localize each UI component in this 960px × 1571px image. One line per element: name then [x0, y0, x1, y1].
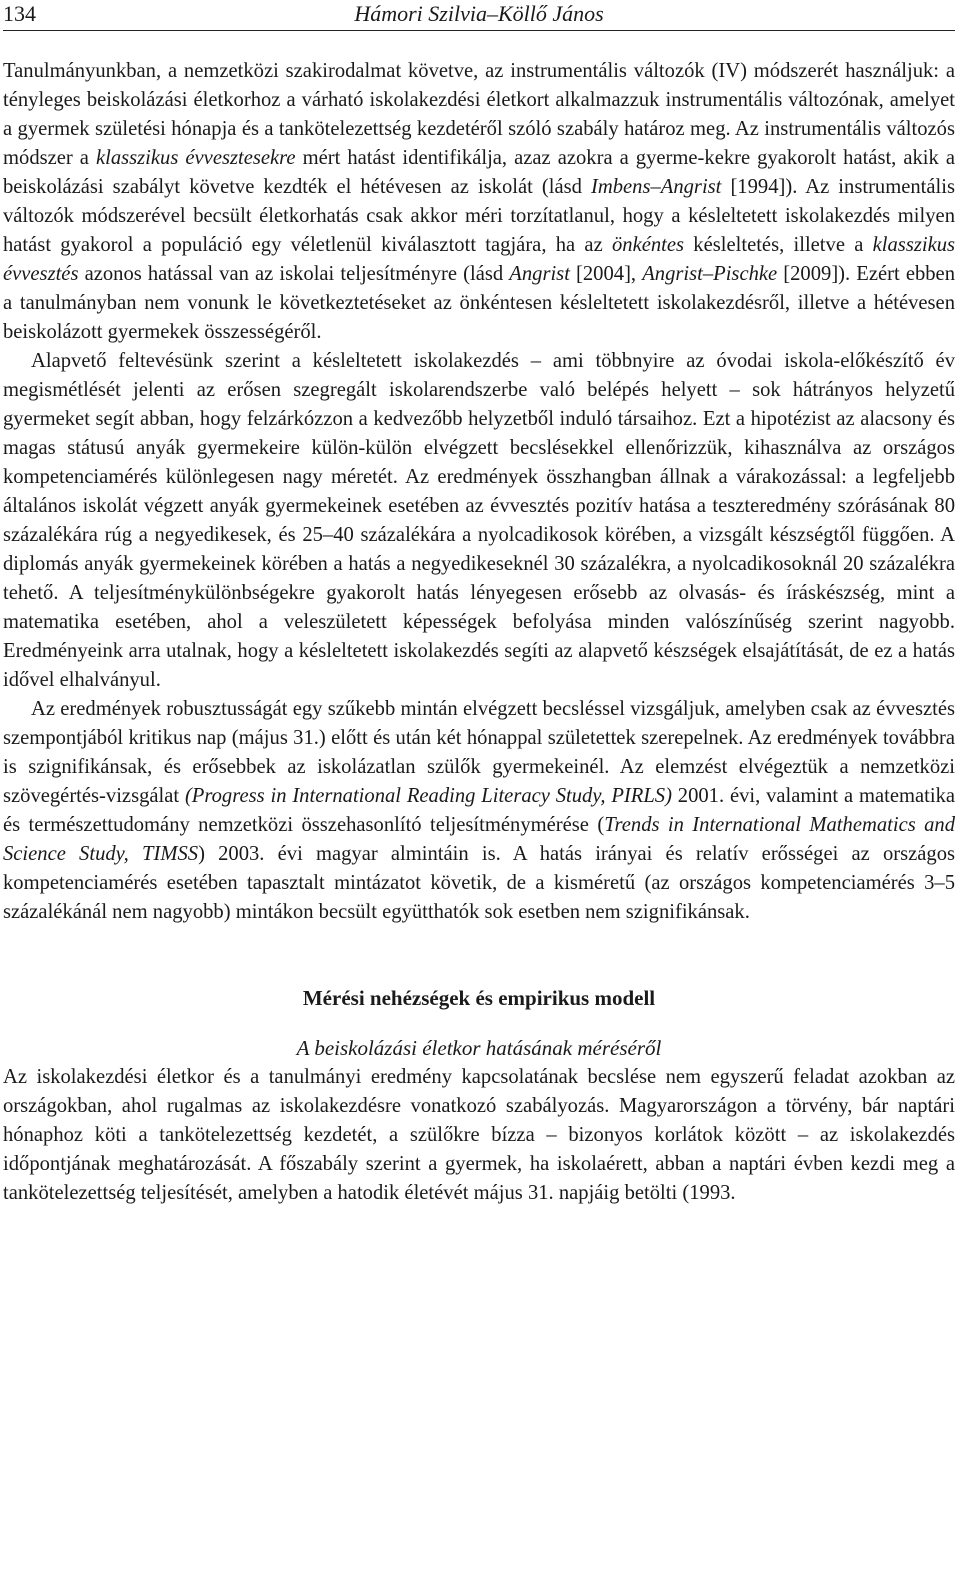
italic-run: klasszikus évvesztesekre	[95, 147, 296, 169]
text-run: késleltetés, illetve a	[684, 234, 873, 256]
italic-run: Trends in International Mathematics and Science Study, TIMSS	[3, 814, 955, 865]
text-run: [2009]). Ezért ebben a tanulmányban nem vonunk le következtetéseket az önkéntesen késleltetett iskolakezdésről, illetve a hétévesen beiskolázott gyermekek összességéről.	[3, 263, 955, 343]
text-run: [2004],	[569, 263, 643, 285]
paragraph	[3, 57, 955, 347]
page-number: 134	[3, 1, 36, 26]
italic-run: Angrist–Pischke	[642, 263, 778, 285]
text-run: [1994]). Az instrumentális változók módszerével becsült életkorhatás csak akkor méri torzítatlanul, hogy a késleltetett iskolakezdés milyen hatást gyakorol a populáció egy véletlenül kiválasztott tagjára, ha az	[3, 176, 955, 256]
italic-run: önkéntes	[611, 234, 685, 256]
body-text	[3, 57, 955, 1208]
running-head-authors: Hámori Szilvia–Köllő János	[354, 1, 604, 26]
paragraph	[3, 347, 955, 695]
text-run: ) 2003. évi magyar almintáin is. A hatás irányai és relatív erősségei az országos kompetenciamérés esetében tapasztalt mintázatot követik, de a kisméretű (az országos kompetenciamérés 3–5 százalékánál nem nagyobb) mintákon becsült együtthatók sok esetben nem szignifikánsak.	[3, 843, 956, 923]
italic-run: klasszikus évvesztés	[3, 234, 956, 285]
paragraph	[3, 695, 955, 927]
text-run: 2001. évi, valamint a matematika és természettudomány nemzetközi összehasonlító teljesítménymérése (	[3, 785, 956, 836]
running-head	[3, 0, 955, 31]
subsection-heading: A beiskolázási életkor hatásának méréséről	[296, 1036, 662, 1060]
text-run: Tanulmányunkban, a nemzetközi szakirodalmat követve, az instrumentális változók (IV) módszerét használjuk: a tényleges beiskolázási életkorhoz a várható iskolakezdési életkort alkalmazzuk instrumentális változónak, amelyet a gyermek születési hónapja és a tankötelezettség kezdetéről szóló szabály határoz meg. Az instrumentális változós módszer a	[3, 60, 955, 169]
section-heading: Mérési nehézségek és empirikus modell	[302, 986, 656, 1010]
text-run: mért hatást identifikálja, azaz azokra a gyerme-kekre gyakorolt hatást, akik a beiskolázási szabályt követve kezdték el hétévesen az iskolát (lásd	[3, 147, 955, 198]
text-run: Az eredmények robusztusságát egy szűkebb mintán elvégzett becsléssel vizsgáljuk, amelyben csak az évvesztés szempontjából kritikus nap (május 31.) előtt és után két hónappal születettek szerepelnek. Az eredmények továbbra is szignifikánsak, és erősebbek az iskolázatlan szülők gyermekeinél. Az elemzést elvégeztük a nemzetközi szövegértés-vizsgálat	[3, 698, 955, 807]
italic-run: Imbens–Angrist	[590, 176, 722, 198]
paragraph	[3, 1063, 955, 1208]
text-run: Az iskolakezdési életkor és a tanulmányi eredmény kapcsolatának becslése nem egyszerű feladat azokban az országokban, ahol rugalmas az iskolakezdésre vonatkozó szabályozás. Magyarországon a törvény, bár naptári hónaphoz köti a tankötelezettség kezdetét, a szülőkre bízza – bizonyos korlátok között – az iskolakezdés időpontjának meghatározását. A főszabály szerint a gyermek, ha iskolaérett, abban a naptári évben kezdi meg a tankötelezettség teljesítését, amelyben a hatodik életévét május 31. napjáig betölti (1993.	[3, 1066, 955, 1204]
italic-run: Angrist	[509, 263, 570, 285]
page	[3, 0, 955, 1208]
italic-run: (Progress in International Reading Literacy Study, PIRLS)	[184, 785, 672, 807]
text-run: Alapvető feltevésünk szerint a késleltetett iskolakezdés – ami többnyire az óvodai iskola-előkészítő év megismétlését jelenti az erősen szegregált iskolarendszerbe való belépés helyett – sok hátrányos helyzetű gyermeket segít abban, hogy felzárkózzon a kedvezőbb helyzetből induló társaihoz. Ezt a hipotézist az alacsony és magas státusú anyák gyermekeire külön-külön elvégzett becslésekkel ellenőrizzük, kihasználva az országos kompetenciamérés különlegesen nagy méretét. Az eredmények összhangban állnak a várakozással: a legfeljebb általános iskolát végzett anyák gyermekeinek esetében az évvesztés pozitív hatása a teszteredmény szórásának 80 százalékára rúg a negyedikesek, és 25–40 százalékára a nyolcadikosok körében, a vizsgált készségtől függően. A diplomás anyák gyermekeinek körében a hatás a negyedikeseknél 30 százalékra, a nyolcadikosoknál 20 százalékra tehető. A teljesítménykülönbségekre gyakorolt hatás lényegesen erősebb az olvasás- és íráskészség, mint a matematika esetében, ahol a veleszületett képességek befolyása minden valószínűség szerint nagyobb. Eredményeink arra utalnak, hogy a késleltetett iskolakezdés segíti az alapvető készségek elsajátítását, de ez a hatás idővel elhalványul.	[3, 350, 955, 691]
text-run: azonos hatással van az iskolai teljesítményre (lásd	[78, 263, 510, 285]
